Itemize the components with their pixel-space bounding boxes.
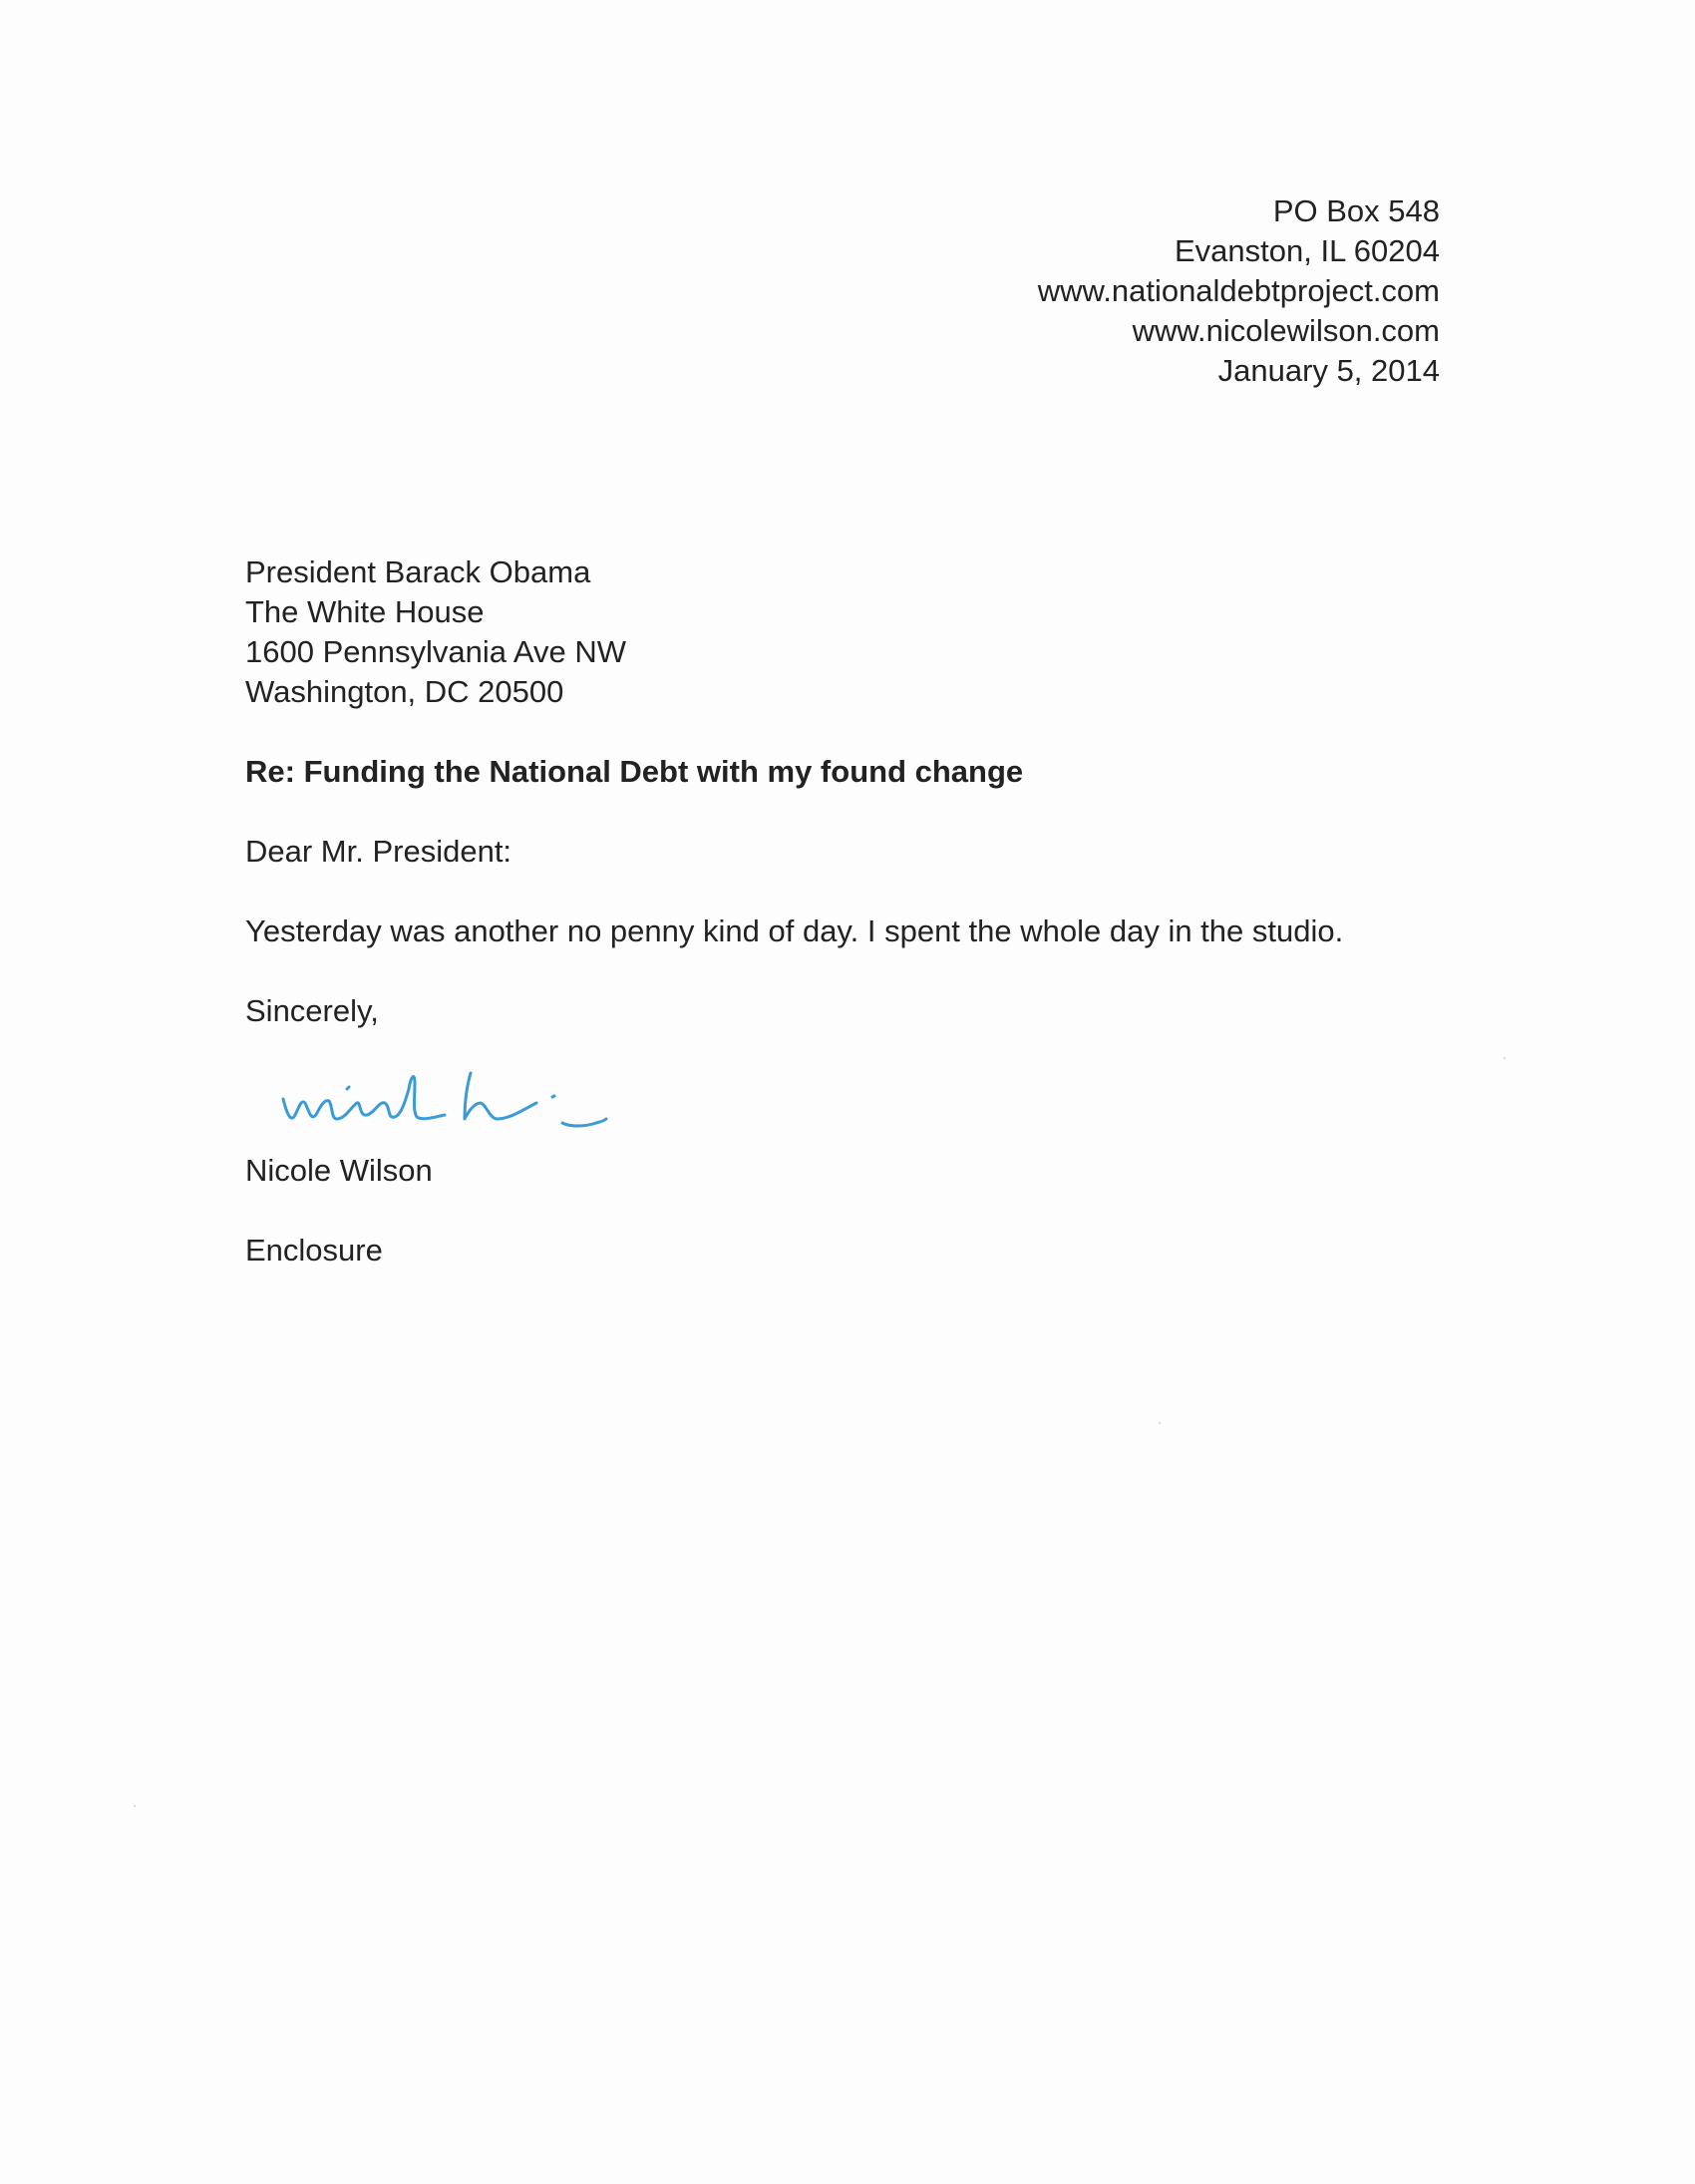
recipient-address-block — [245, 552, 626, 712]
sender-website-personal: www.nicolewilson.com — [1132, 313, 1440, 348]
letter-date: January 5, 2014 — [1217, 353, 1440, 388]
sender-po-box: PO Box 548 — [1272, 193, 1440, 228]
recipient-street: 1600 Pennsylvania Ave NW — [245, 634, 626, 669]
sender-city-state-zip: Evanston, IL 60204 — [1175, 233, 1440, 268]
enclosure-note: Enclosure — [245, 1233, 383, 1268]
salutation: Dear Mr. President: — [245, 834, 512, 869]
sender-website-project: www.nationaldebtproject.com — [1037, 273, 1440, 308]
paper-speck — [1504, 1057, 1506, 1059]
recipient-building: The White House — [245, 594, 485, 629]
letter-body: Yesterday was another no penny kind of day. I spent the whole day in the studio. — [245, 913, 1344, 948]
recipient-name: President Barack Obama — [245, 554, 591, 589]
sender-address-block — [1038, 191, 1440, 391]
closing: Sincerely, — [245, 993, 379, 1028]
recipient-city-state-zip: Washington, DC 20500 — [245, 674, 564, 709]
paper-speck — [1159, 1422, 1161, 1424]
signer-name: Nicole Wilson — [245, 1153, 433, 1188]
signature-icon — [275, 1037, 634, 1137]
paper-speck — [134, 1805, 136, 1807]
subject-line: Re: Funding the National Debt with my found change — [245, 754, 1024, 789]
